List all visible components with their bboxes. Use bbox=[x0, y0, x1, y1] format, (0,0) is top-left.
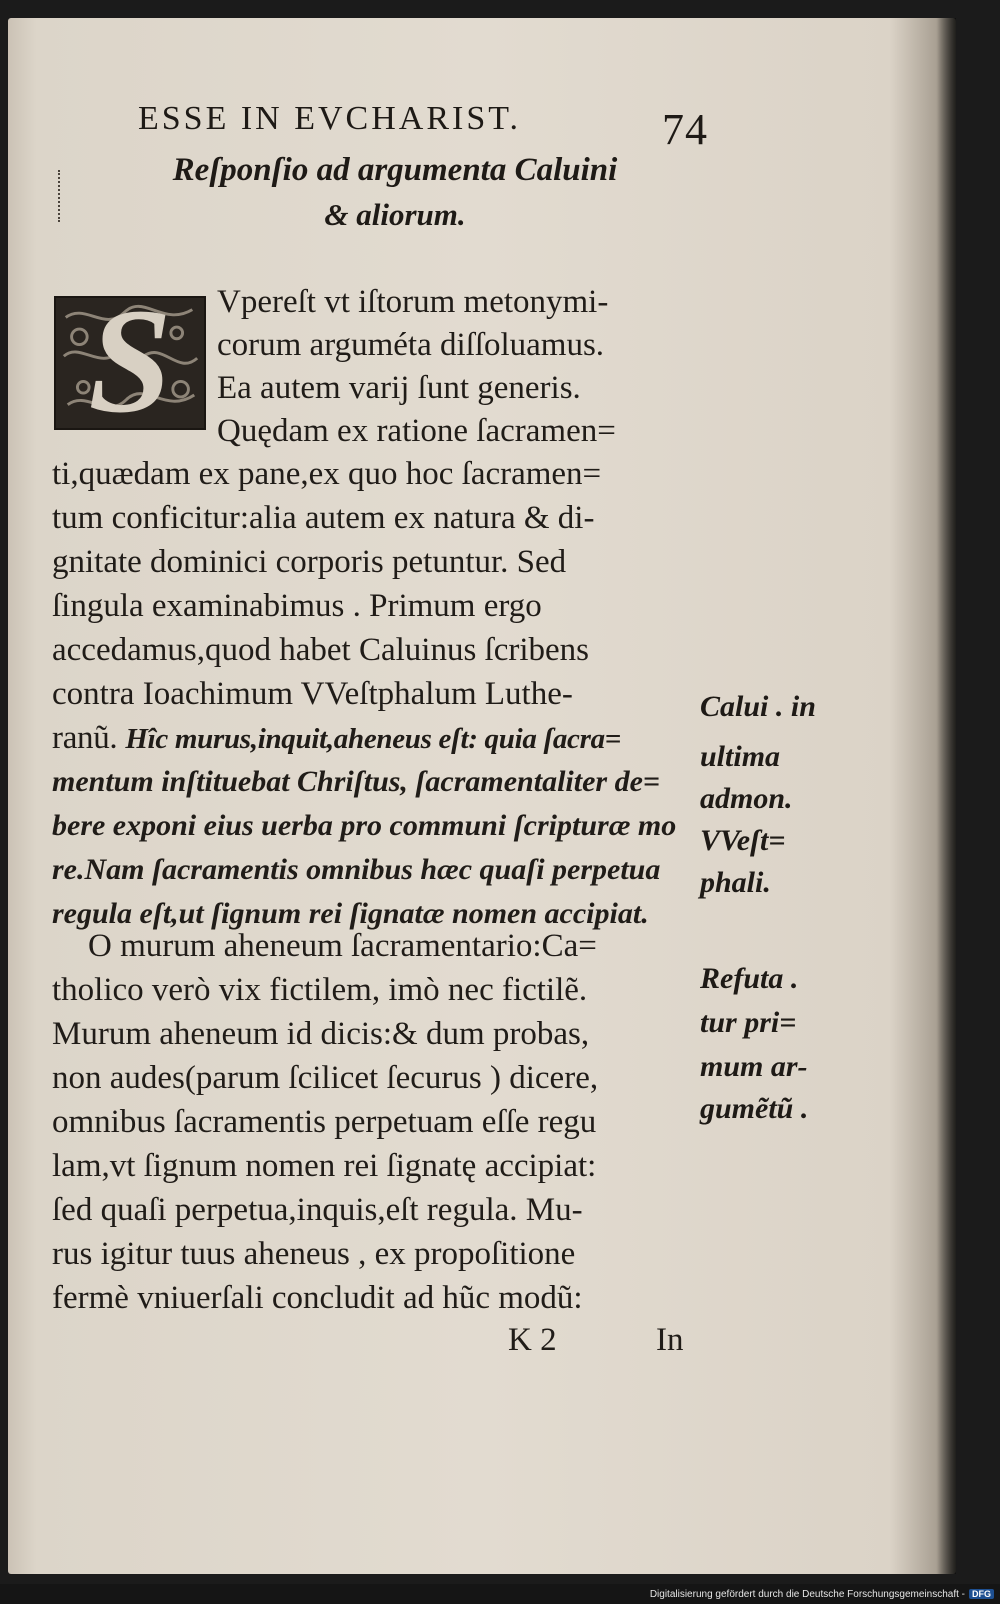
body-line: omnibus ſacramentis perpetuam eſſe regu bbox=[52, 1104, 597, 1140]
decorated-initial bbox=[54, 296, 206, 430]
margin-note: admon. bbox=[700, 782, 793, 815]
body-line: gnitate dominici corporis petuntur. Sed bbox=[52, 544, 567, 580]
signature-mark: K 2 bbox=[508, 1322, 557, 1358]
catchword: In bbox=[656, 1322, 684, 1358]
margin-note: gumẽtũ . bbox=[700, 1092, 809, 1125]
body-line: Quędam ex ratione ſacramen= bbox=[217, 413, 616, 449]
body-line-italic-part: Hîc murus,inquit,aheneus eſt: quia ſacra= bbox=[125, 723, 622, 755]
ink-mark bbox=[58, 170, 68, 222]
body-line: lam,vt ſignum nomen rei ſignatę accipiat: bbox=[52, 1148, 597, 1184]
body-line: ſed quaſi perpetua,inquis,eſt regula. Mu- bbox=[52, 1192, 583, 1228]
body-line: Ea autem varij ſunt generis. bbox=[217, 370, 581, 406]
body-line: accedamus,quod habet Caluinus ſcribens bbox=[52, 632, 590, 668]
footer-credit-text: Digitalisierung gefördert durch die Deutsche Forschungsgemeinschaft - bbox=[649, 1589, 965, 1600]
body-line: O murum aheneum ſacramentario:Ca= bbox=[88, 928, 597, 964]
initial-letter: S bbox=[88, 296, 172, 430]
body-line: bere exponi eius uerba pro communi ſcripturæ mo bbox=[52, 809, 677, 842]
body-line: contra Ioachimum VVeſtphalum Luthe- bbox=[52, 676, 573, 712]
margin-note: ultima bbox=[700, 740, 781, 773]
body-line: Murum aheneum id dicis:& dum probas, bbox=[52, 1016, 590, 1052]
body-line bbox=[52, 716, 621, 761]
body-line: non audes(parum ſcilicet ſecurus ) dicere, bbox=[52, 1060, 599, 1096]
body-line: Vpereſt vt iſtorum metonymi- bbox=[217, 284, 609, 320]
margin-note: tur pri= bbox=[700, 1006, 797, 1039]
body-line: regula eſt,ut ſignum rei ſignatæ nomen accipiat. bbox=[52, 897, 649, 930]
page-number: 74 bbox=[662, 105, 708, 154]
body-line: ſingula examinabimus . Primum ergo bbox=[52, 588, 542, 624]
margin-note: mum ar- bbox=[700, 1050, 808, 1083]
dfg-logo: DFG bbox=[969, 1589, 994, 1599]
section-heading-line-2: & aliorum. bbox=[324, 197, 466, 232]
margin-note: VVeſt= bbox=[700, 824, 786, 857]
body-line: ti,quædam ex pane,ex quo hoc ſacramen= bbox=[52, 456, 602, 492]
body-line: corum arguméta diſſoluamus. bbox=[217, 327, 605, 363]
body-line: re.Nam ſacramentis omnibus hæc quaſi perpetua bbox=[52, 853, 661, 886]
margin-note: Refuta . bbox=[700, 962, 799, 995]
page-edge-shadow bbox=[936, 18, 956, 1574]
margin-note: phali. bbox=[700, 866, 771, 899]
margin-note: Calui . in bbox=[700, 690, 816, 723]
body-line: fermè vniuerſali concludit ad hũc modũ: bbox=[52, 1280, 583, 1316]
running-head: ESSE IN EVCHARIST. bbox=[138, 100, 521, 137]
body-line: mentum inſtituebat Chriſtus, ſacramentaliter de= bbox=[52, 765, 660, 798]
body-line: tum conficitur:alia autem ex natura & di- bbox=[52, 500, 595, 536]
section-heading-line-1: Reſponſio ad argumenta Caluini bbox=[172, 152, 618, 188]
footer-credit bbox=[650, 1589, 994, 1600]
body-line-roman-part: ranũ. bbox=[52, 720, 126, 756]
body-line: tholico verò vix fictilem, imò nec fictilẽ. bbox=[52, 972, 588, 1008]
body-line: rus igitur tuus aheneus , ex propoſitione bbox=[52, 1236, 576, 1272]
